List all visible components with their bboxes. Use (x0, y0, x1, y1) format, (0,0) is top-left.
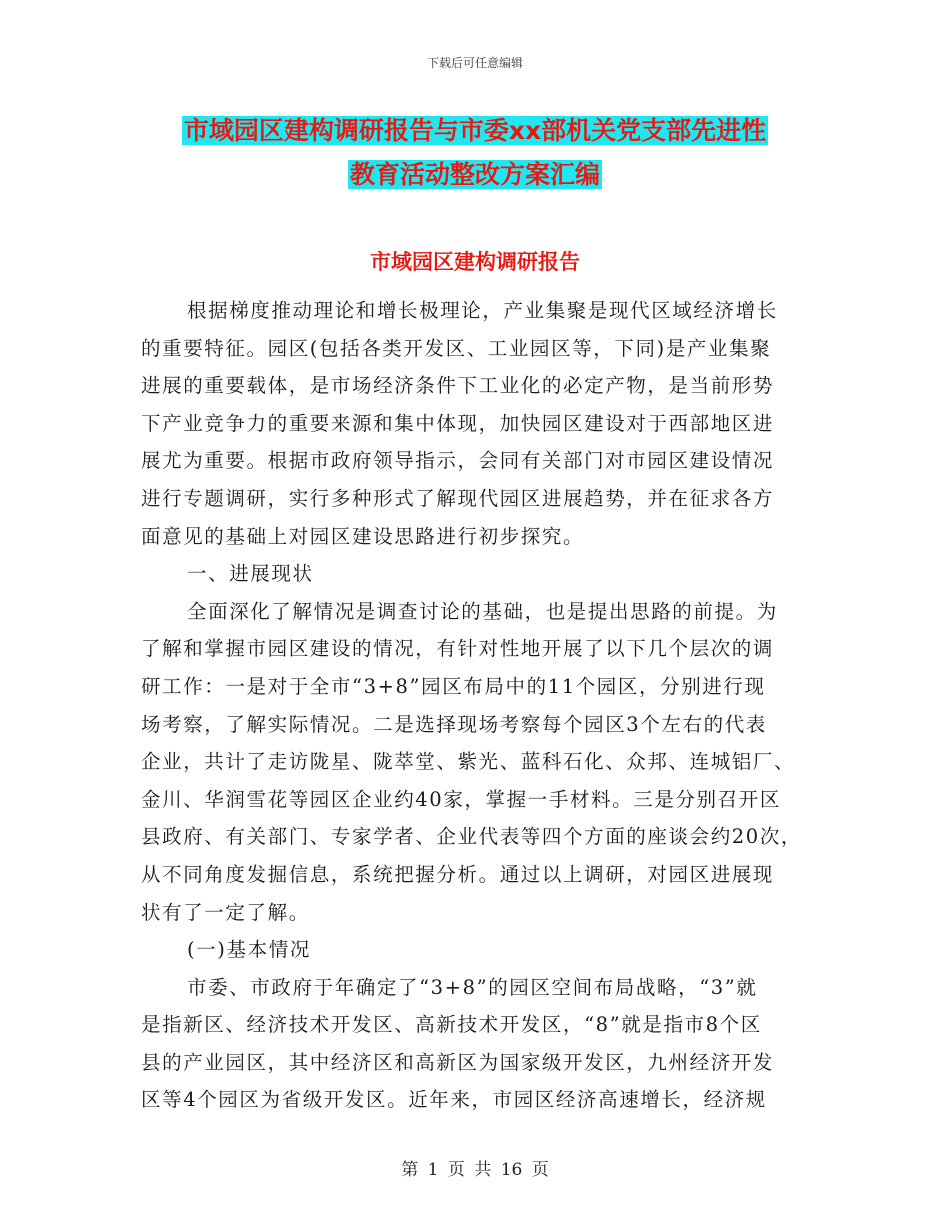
text-line: 状有了一定了解。 (141, 900, 310, 924)
text-line: 根据梯度推动理论和增长极理论，产业集聚是现代区域经济增长 (187, 299, 778, 322)
section-title: 市域园区建构调研报告 (370, 250, 580, 274)
text-line: 县的产业园区，其中经济区和高新区为国家级开发区，九州经济开发 (141, 1050, 775, 1074)
text-line: 了解和掌握市园区建设的情况，有针对性地开展了以下几个层次的调 (141, 637, 775, 661)
text-line: 下产业竞争力的重要来源和集中体现，加快园区建设对于西部地区进 (141, 411, 775, 435)
document-title-line-2 (0, 155, 950, 195)
subheading: 一、进展现状 (187, 562, 314, 586)
text-line: 企业，共计了走访陇星、陇萃堂、紫光、蓝科石化、众邦、连城铝厂、 (141, 750, 796, 774)
text-line: 金川、华润雪花等园区企业约40家，掌握一手材料。三是分别召开区 (141, 787, 781, 811)
title-line-2-text: 教育活动整改方案汇编 (349, 160, 600, 189)
text-line: 面意见的基础上对园区建设思路进行初步探究。 (141, 524, 585, 548)
text-line: 市委、市政府于年确定了“3+8”的园区空间布局战略，“3”就 (187, 975, 758, 999)
text-line: 全面深化了解情况是调查讨论的基础，也是提出思路的前提。为 (187, 599, 778, 623)
text-line: 的重要特征。园区(包括各类开发区、工业园区等，下同)是产业集聚 (141, 336, 772, 360)
text-line: 进展的重要载体，是市场经济条件下工业化的必定产物，是当前形势 (141, 374, 775, 398)
text-line: 场考察，了解实际情况。二是选择现场考察每个园区3个左右的代表 (141, 712, 767, 736)
text-line: 进行专题调研，实行多种形式了解现代园区进展趋势，并在征求各方 (141, 486, 775, 510)
title-line-1-text: 市域园区建构调研报告与市委xx部机关党支部先进性 (183, 116, 767, 145)
text-line: 从不同角度发掘信息，系统把握分析。通过以上调研，对园区进展现 (141, 862, 775, 886)
text-line: 是指新区、经济技术开发区、高新技术开发区，“8”就是指市8个区 (141, 1013, 762, 1037)
text-line: 展尤为重要。根据市政府领导指示，会同有关部门对市园区建设情况 (141, 449, 775, 473)
text-line: 研工作：一是对于全市“3+8”园区布局中的11个园区，分别进行现 (141, 674, 766, 698)
subheading: (一)基本情况 (187, 938, 311, 962)
page-footer: 第 1 页 共 16 页 (401, 1160, 549, 1180)
text-line: 区等4个园区为省级开发区。近年来，市园区经济高速增长，经济规 (141, 1088, 767, 1112)
body-text (141, 292, 809, 1119)
text-line: 县政府、有关部门、专家学者、企业代表等四个方面的座谈会约20次， (141, 825, 803, 849)
document-title-line-1 (0, 111, 950, 151)
header-note: 下载后可任意编辑 (426, 56, 523, 70)
